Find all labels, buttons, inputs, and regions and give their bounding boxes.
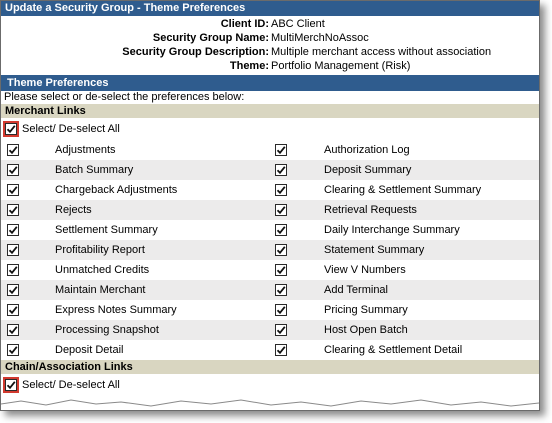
check-icon bbox=[276, 185, 286, 195]
preference-label: Unmatched Credits bbox=[55, 264, 150, 276]
check-icon bbox=[276, 165, 286, 175]
merchant-select-all[interactable] bbox=[1, 118, 539, 140]
preference-checkbox[interactable] bbox=[7, 184, 19, 196]
preference-label: Adjustments bbox=[55, 144, 116, 156]
info-row-theme bbox=[1, 59, 539, 73]
preference-item[interactable] bbox=[268, 280, 539, 300]
preference-item[interactable] bbox=[268, 240, 539, 260]
preference-row bbox=[1, 260, 539, 280]
info-row-client-id bbox=[1, 17, 539, 31]
preference-checkbox[interactable] bbox=[7, 204, 19, 216]
preference-label: Host Open Batch bbox=[324, 324, 408, 336]
preference-label: Retrieval Requests bbox=[324, 204, 417, 216]
check-icon bbox=[276, 205, 286, 215]
check-icon bbox=[6, 124, 16, 134]
window-title: Update a Security Group - Theme Preferences bbox=[1, 1, 539, 16]
preference-label: Clearing & Settlement Detail bbox=[324, 344, 463, 356]
preference-item[interactable] bbox=[1, 340, 268, 360]
info-value: Portfolio Management (Risk) bbox=[271, 60, 411, 72]
preference-item[interactable] bbox=[268, 200, 539, 220]
info-row-group-description bbox=[1, 45, 539, 59]
check-icon bbox=[276, 225, 286, 235]
check-icon bbox=[8, 205, 18, 215]
preference-checkbox[interactable] bbox=[275, 184, 287, 196]
theme-preferences-header: Theme Preferences bbox=[1, 75, 539, 91]
preference-row bbox=[1, 180, 539, 200]
preference-label: Express Notes Summary bbox=[55, 304, 177, 316]
check-icon bbox=[8, 305, 18, 315]
preference-label: Chargeback Adjustments bbox=[55, 184, 178, 196]
instructions-text: Please select or de-select the preferences below: bbox=[4, 91, 245, 103]
preference-label: Authorization Log bbox=[324, 144, 410, 156]
check-icon bbox=[6, 380, 16, 390]
check-icon bbox=[276, 305, 286, 315]
preference-label: Daily Interchange Summary bbox=[324, 224, 460, 236]
info-label: Security Group Description: bbox=[122, 46, 269, 58]
preference-row bbox=[1, 340, 539, 360]
preference-item[interactable] bbox=[268, 320, 539, 340]
preference-item[interactable] bbox=[268, 140, 539, 160]
merchant-select-all-checkbox[interactable] bbox=[5, 123, 17, 135]
preference-item[interactable] bbox=[268, 220, 539, 240]
check-icon bbox=[8, 265, 18, 275]
preference-label: Processing Snapshot bbox=[55, 324, 159, 336]
preference-item[interactable] bbox=[1, 280, 268, 300]
check-icon bbox=[8, 345, 18, 355]
preference-row bbox=[1, 220, 539, 240]
check-icon bbox=[8, 325, 18, 335]
preference-checkbox[interactable] bbox=[275, 344, 287, 356]
preference-label: Deposit Detail bbox=[55, 344, 124, 356]
preference-checkbox[interactable] bbox=[7, 164, 19, 176]
highlight-outline bbox=[3, 377, 19, 393]
preference-item[interactable] bbox=[1, 220, 268, 240]
info-label: Theme: bbox=[229, 60, 269, 72]
preference-checkbox[interactable] bbox=[7, 324, 19, 336]
info-label: Security Group Name: bbox=[152, 32, 269, 44]
preference-label: Settlement Summary bbox=[55, 224, 158, 236]
preference-label: Pricing Summary bbox=[324, 304, 408, 316]
preference-checkbox[interactable] bbox=[275, 204, 287, 216]
chain-links-header: Chain/Association Links bbox=[1, 360, 539, 374]
chain-select-all[interactable] bbox=[1, 374, 539, 396]
select-all-label: Select/ De-select All bbox=[22, 123, 120, 135]
preference-row bbox=[1, 320, 539, 340]
chain-select-all-checkbox[interactable] bbox=[5, 379, 17, 391]
preference-checkbox[interactable] bbox=[275, 144, 287, 156]
preference-row bbox=[1, 240, 539, 260]
preference-checkbox[interactable] bbox=[7, 144, 19, 156]
info-value: MultiMerchNoAssoc bbox=[271, 32, 369, 44]
info-value: Multiple merchant access without association bbox=[271, 46, 492, 58]
preference-item[interactable] bbox=[268, 300, 539, 320]
check-icon bbox=[276, 145, 286, 155]
highlight-outline bbox=[3, 121, 19, 137]
torn-edge bbox=[1, 398, 539, 410]
preference-item[interactable] bbox=[1, 240, 268, 260]
check-icon bbox=[8, 245, 18, 255]
preference-item[interactable] bbox=[268, 260, 539, 280]
preference-label: Add Terminal bbox=[324, 284, 388, 296]
check-icon bbox=[276, 245, 286, 255]
preference-checkbox[interactable] bbox=[275, 264, 287, 276]
merchant-links-header: Merchant Links bbox=[1, 104, 539, 118]
check-icon bbox=[8, 145, 18, 155]
check-icon bbox=[276, 265, 286, 275]
check-icon bbox=[276, 285, 286, 295]
merchant-links-list bbox=[1, 140, 539, 360]
preference-label: Rejects bbox=[55, 204, 92, 216]
preference-row bbox=[1, 200, 539, 220]
preference-item[interactable] bbox=[1, 180, 268, 200]
preference-label: Profitability Report bbox=[55, 244, 145, 256]
preference-item[interactable] bbox=[1, 200, 268, 220]
preference-label: Clearing & Settlement Summary bbox=[324, 184, 482, 196]
preference-label: Batch Summary bbox=[55, 164, 134, 176]
preference-item[interactable] bbox=[268, 180, 539, 200]
preference-checkbox[interactable] bbox=[7, 244, 19, 256]
check-icon bbox=[8, 185, 18, 195]
preference-checkbox[interactable] bbox=[275, 304, 287, 316]
check-icon bbox=[8, 165, 18, 175]
preference-row bbox=[1, 300, 539, 320]
check-icon bbox=[276, 325, 286, 335]
preference-checkbox[interactable] bbox=[7, 284, 19, 296]
preference-checkbox[interactable] bbox=[275, 244, 287, 256]
preference-row bbox=[1, 280, 539, 300]
preference-checkbox[interactable] bbox=[7, 224, 19, 236]
check-icon bbox=[8, 225, 18, 235]
preference-item[interactable] bbox=[1, 300, 268, 320]
security-group-info bbox=[1, 16, 539, 75]
preference-label: Deposit Summary bbox=[324, 164, 412, 176]
preference-item[interactable] bbox=[268, 160, 539, 180]
preference-item[interactable] bbox=[1, 260, 268, 280]
preference-item[interactable] bbox=[268, 340, 539, 360]
preference-label: View V Numbers bbox=[324, 264, 406, 276]
preference-checkbox[interactable] bbox=[275, 324, 287, 336]
preference-item[interactable] bbox=[1, 140, 268, 160]
preference-checkbox[interactable] bbox=[275, 224, 287, 236]
check-icon bbox=[276, 345, 286, 355]
preference-checkbox[interactable] bbox=[275, 164, 287, 176]
preference-checkbox[interactable] bbox=[7, 264, 19, 276]
preference-checkbox[interactable] bbox=[7, 344, 19, 356]
check-icon bbox=[8, 285, 18, 295]
preference-row bbox=[1, 160, 539, 180]
preference-row bbox=[1, 140, 539, 160]
preference-checkbox[interactable] bbox=[7, 304, 19, 316]
info-label: Client ID: bbox=[220, 18, 269, 30]
preference-checkbox[interactable] bbox=[275, 284, 287, 296]
info-value: ABC Client bbox=[271, 18, 325, 30]
preference-item[interactable] bbox=[1, 320, 268, 340]
preference-item[interactable] bbox=[1, 160, 268, 180]
preference-label: Statement Summary bbox=[324, 244, 425, 256]
preference-label: Maintain Merchant bbox=[55, 284, 146, 296]
info-row-group-name bbox=[1, 31, 539, 45]
select-all-label: Select/ De-select All bbox=[22, 379, 120, 391]
